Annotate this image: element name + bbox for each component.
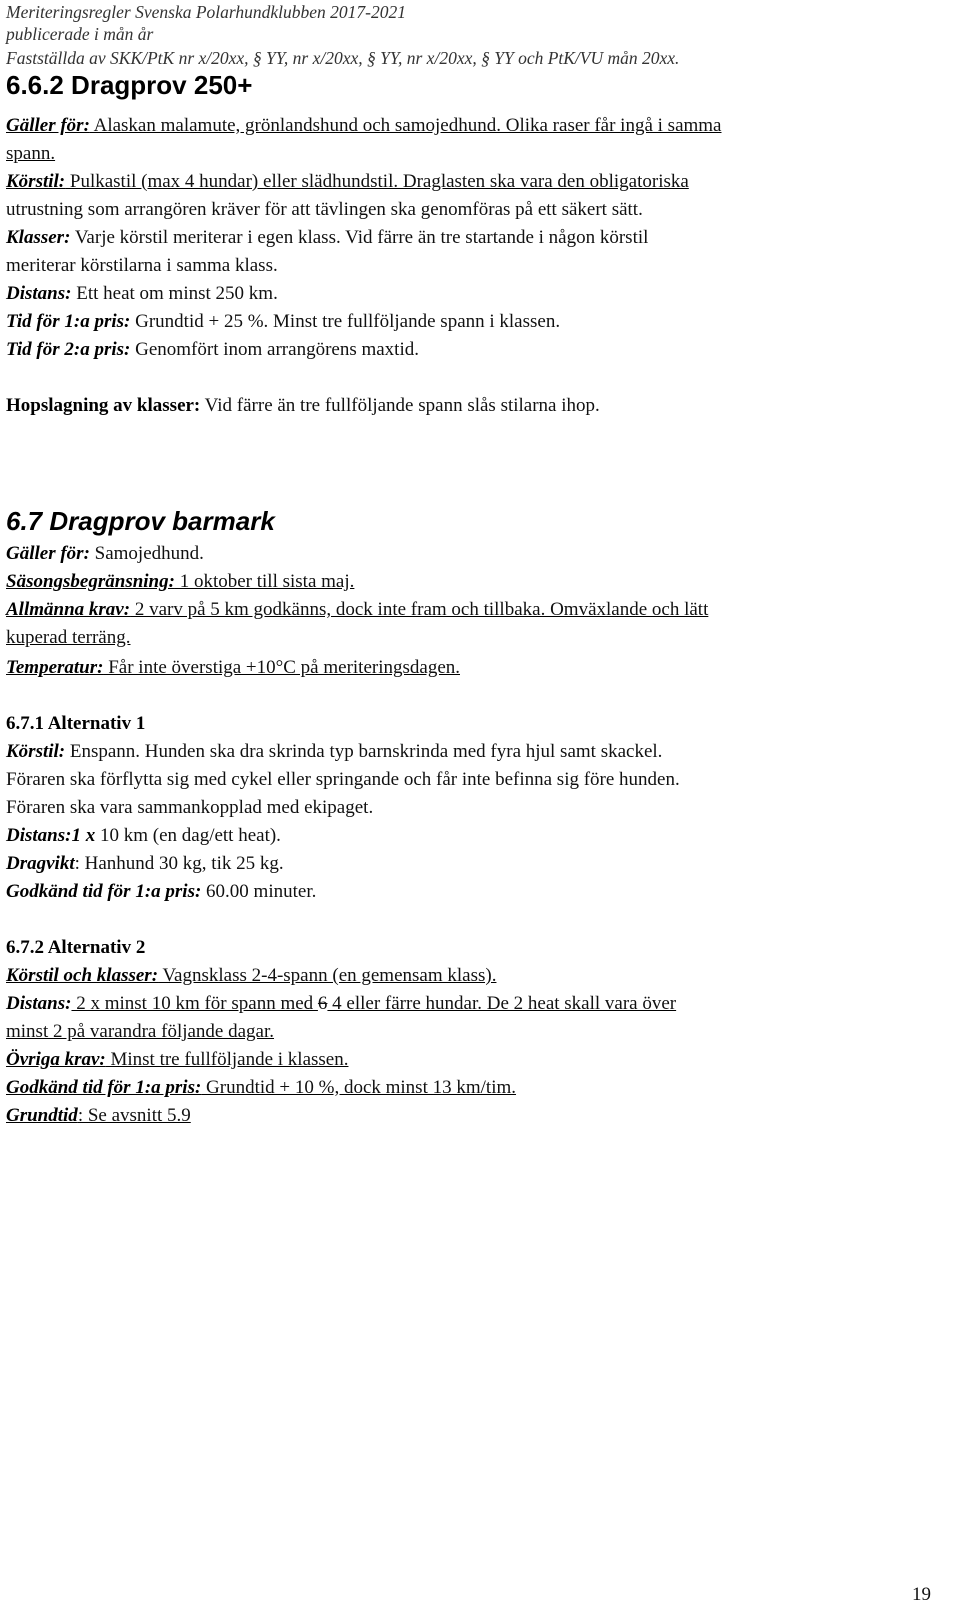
s67-sasong-line: [6, 570, 354, 594]
korstil-cont: utrustning som arrangören kräver för att tävlingen ska genomföras på ett säkert sätt.: [6, 199, 643, 220]
section-heading-6-7-2: 6.7.2 Alternativ 2: [6, 937, 146, 958]
ovriga-label: Övriga krav:: [6, 1049, 106, 1070]
s662-korstil-cont: [6, 198, 643, 222]
godkand-label: Godkänd tid för 1:a pris:: [6, 881, 202, 902]
s672-distans-line: [6, 992, 676, 1016]
hopslagning-text: Vid färre än tre fullföljande spann slås stilarna ihop.: [200, 395, 600, 416]
s671-godkand-line: [6, 880, 316, 904]
s67-galler-line: [6, 542, 204, 566]
dragvikt-text: : Hanhund 30 kg, tik 25 kg.: [74, 853, 284, 874]
distans-text-1: 2 x minst 10 km för spann med: [71, 993, 318, 1014]
header-title: Meriteringsregler Svenska Polarhundklubben 2017-2021: [6, 2, 407, 22]
galler-text: Alaskan malamute, grönlandshund och samojedhund. Olika raser får ingå i samma: [89, 115, 722, 136]
allm-label: Allmänna krav:: [6, 599, 131, 620]
s662-tid2-line: [6, 338, 419, 362]
section-heading-6-7-1: 6.7.1 Alternativ 1: [6, 713, 146, 734]
sasong-text: 1 oktober till sista maj.: [174, 571, 355, 592]
distans-label: Distans:: [6, 283, 72, 304]
s662-klasser-cont: [6, 254, 278, 278]
s671-line3: [6, 796, 373, 820]
tid1-label: Tid för 1:a pris:: [6, 311, 131, 332]
section-heading-6-7: 6.7 Dragprov barmark: [6, 506, 275, 536]
s671-line2: [6, 768, 680, 792]
distans-label: Distans:1 x: [6, 825, 96, 846]
s671-korstil-line: [6, 740, 662, 764]
s662-distans-line: [6, 282, 278, 306]
header-published: publicerade i mån år: [6, 24, 154, 44]
godkand-text: Grundtid + 10 %, dock minst 13 km/tim.: [201, 1077, 517, 1098]
s662-galler-cont: [6, 142, 55, 166]
allm-cont: kuperad terräng.: [6, 627, 131, 648]
distans-text: 10 km (en dag/ett heat).: [95, 825, 281, 846]
s672-grundtid-line: [6, 1104, 191, 1128]
dragvikt-label: Dragvikt: [6, 853, 75, 874]
distans-struck-number: 6: [317, 993, 328, 1014]
header-approved: Fastställda av SKK/PtK nr x/20xx, § YY, nr x/20xx, § YY, nr x/20xx, § YY och PtK/VU mån 20xx.: [6, 48, 680, 68]
korstil-text: Enspann. Hunden ska dra skrinda typ barnskrinda med fyra hjul samt skackel.: [65, 741, 663, 762]
s672-godkand-line: [6, 1076, 516, 1100]
klasser-cont: meriterar körstilarna i samma klass.: [6, 255, 278, 276]
sammankopplad-text: Föraren ska vara sammankopplad med ekipaget.: [6, 797, 374, 818]
galler-cont: spann.: [6, 143, 56, 164]
forare-text: Föraren ska förflytta sig med cykel eller springande och får inte befinna sig före hunden.: [6, 769, 680, 790]
distans-cont: minst 2 på varandra följande dagar.: [6, 1021, 275, 1042]
distans-text-2: 4 eller färre hundar. De 2 heat skall vara över: [327, 993, 677, 1014]
grundtid-label: Grundtid: [6, 1105, 78, 1126]
hopslagning-label: Hopslagning av klasser:: [6, 395, 201, 416]
distans-text: Ett heat om minst 250 km.: [71, 283, 278, 304]
s672-korstil-line: [6, 964, 496, 988]
s671-dragvikt-line: [6, 852, 284, 876]
s672-distans-cont: [6, 1020, 274, 1044]
korstil-label: Körstil och klasser:: [6, 965, 159, 986]
allm-text: 2 varv på 5 km godkänns, dock inte fram och tillbaka. Omväxlande och lätt: [130, 599, 709, 620]
s671-distans-line: [6, 824, 281, 848]
s67-allm-cont: [6, 626, 131, 650]
korstil-label: Körstil:: [6, 741, 66, 762]
sasong-label: Säsongsbegränsning:: [6, 571, 175, 592]
temp-label: Temperatur:: [6, 657, 104, 678]
section-heading-6-6-2: 6.6.2 Dragprov 250+: [6, 70, 253, 100]
temp-text: Får inte överstiga +10°C på meriteringsdagen.: [103, 657, 460, 678]
korstil-label: Körstil:: [6, 171, 66, 192]
klasser-text: Varje körstil meriterar i egen klass. Vid färre än tre startande i någon körstil: [70, 227, 649, 248]
page-number: 19: [912, 1584, 931, 1605]
korstil-text: Pulkastil (max 4 hundar) eller slädhundstil. Draglasten ska vara den obligatoriska: [65, 171, 689, 192]
s662-klasser-line: [6, 226, 648, 250]
tid2-text: Genomfört inom arrangörens maxtid.: [130, 339, 419, 360]
s662-galler-line: [6, 114, 722, 138]
galler-text: Samojedhund.: [89, 543, 204, 564]
godkand-label: Godkänd tid för 1:a pris:: [6, 1077, 202, 1098]
s672-ovriga-line: [6, 1048, 348, 1072]
s67-temp-line: [6, 656, 460, 680]
klasser-label: Klasser:: [6, 227, 71, 248]
galler-label: Gäller för:: [6, 115, 90, 136]
s67-allm-line: [6, 598, 708, 622]
s662-hopslagning-line: [6, 394, 600, 418]
tid2-label: Tid för 2:a pris:: [6, 339, 131, 360]
ovriga-text: Minst tre fullföljande i klassen.: [105, 1049, 349, 1070]
galler-label: Gäller för:: [6, 543, 90, 564]
distans-label: Distans:: [6, 993, 72, 1014]
grundtid-text: : Se avsnitt 5.9: [77, 1105, 191, 1126]
s662-korstil-line: [6, 170, 689, 194]
korstil-text: Vagnsklass 2-4-spann (en gemensam klass).: [158, 965, 497, 986]
s662-tid1-line: [6, 310, 560, 334]
tid1-text: Grundtid + 25 %. Minst tre fullföljande spann i klassen.: [130, 311, 561, 332]
godkand-text: 60.00 minuter.: [201, 881, 317, 902]
